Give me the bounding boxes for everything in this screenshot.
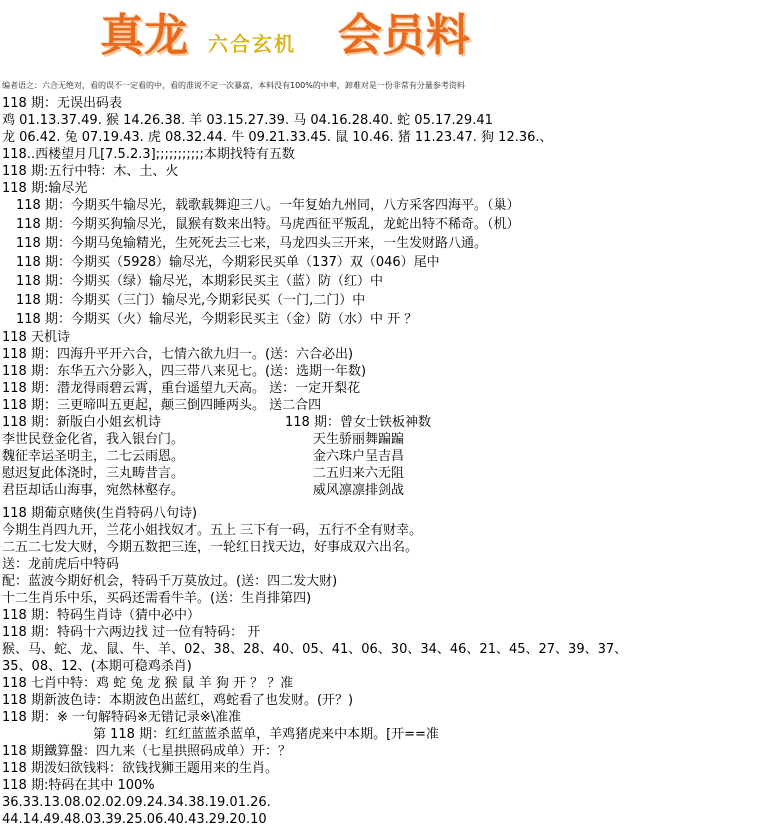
banner-title-part3: 会员料 [338, 10, 470, 61]
text-line: 118 期：今期买牛输尽光，载歌载舞迎三八。一年复始九州同，八方采客四海平。（巢） [16, 198, 520, 213]
text-line: 118 期：无误出码表 [2, 96, 122, 111]
text-line: 送：龙前虎后中特码 [2, 557, 120, 572]
text-line: 118 期：三更啼叫五更起，颠三倒四睡两头。 送二合四 [2, 398, 322, 413]
text-line: 慰迟复此体浇时，三丸畴昔言。 [2, 466, 185, 481]
text-line: 118 期：今期买（火）输尽光，今期彩民买主（金）防（水）中 开 ？ [16, 312, 418, 327]
text-line: 118 期：今期买（三门）输尽光,今期彩民买（一门,二门）中 [16, 293, 366, 308]
text-line: 118 期：特码生肖诗（猜中必中） [2, 608, 200, 623]
banner-title [100, 6, 500, 66]
text-line: 35、08、12、(本期可稳鸡杀肖) [2, 659, 192, 674]
text-line: 118 期：今期买（5928）输尽光，今期彩民买单（137）双（046）尾中 [16, 255, 440, 270]
text-line: 猴、马、蛇、龙、鼠、牛、羊、02、38、28、40、05、41、06、30、34、46、21、45、27、39、37、 [2, 642, 628, 657]
text-line: 威风凛凛排剑战 [313, 483, 405, 498]
text-line: 118..西楼望月几[7.5.2.3];;;;;;;;;;;本期找特有五数 [2, 147, 295, 162]
text-line: 118 期：潜龙得雨碧云霄，重台遥望九天高。 送：一定开梨花 [2, 381, 361, 396]
text-line: 118 天机诗 [2, 330, 70, 345]
text-line: 118 期葡京赌侠(生肖特码八句诗) [2, 506, 198, 521]
text-line: 118 期：东华五六分影入，四三带八来见七。(送：选期一年数) [2, 364, 367, 379]
text-line: 金六珠户呈吉昌 [313, 449, 405, 464]
text-line: 118 七肖中特：鸡 蛇 兔 龙 猴 鼠 羊 狗 开 ？ ？准 [2, 676, 294, 691]
banner-title-part2: 六合玄机 [208, 32, 296, 56]
text-line: 118 期：曾女士铁板神数 [285, 415, 431, 430]
text-line: 十二生肖乐中乐，买码还需看牛羊。(送：生肖排第四) [2, 591, 312, 606]
text-line: 鸡 01.13.37.49. 猴 14.26.38. 羊 03.15.27.39. 马 04.16.28.40. 蛇 05.17.29.41 [2, 113, 493, 128]
text-line: 二五归来六无阻 [313, 466, 405, 481]
text-line: 118 期：今期买狗输尽光，鼠猴有数来出特。马虎西征平叛乱，龙蛇出特不稀奇。（机） [16, 217, 520, 232]
text-line: 第 118 期：红红蓝蓝杀蓝单，羊鸡猪虎来中本期。[开==准 [93, 727, 439, 742]
text-line: 118 期：特码十六两边找 过一位有特码： 开 [2, 625, 261, 640]
text-line: 118 期：新版白小姐玄机诗 [2, 415, 161, 430]
text-line: 118 期:五行中特：木、土、火 [2, 164, 179, 179]
text-line: 二五二七发大财，今期五数把三连，一轮红日找天边，好事成双六出名。 [2, 540, 419, 555]
text-line: 李世民登金化省，我入银台门。 [2, 432, 185, 447]
text-line: 118 期：四海升平开六合，七情六欲九归一。(送：六合必出) [2, 347, 354, 362]
banner-title-part1: 真龙 [100, 10, 188, 61]
text-line: 天生骄丽舞蹁蹁 [313, 432, 405, 447]
text-line: 118 期:输尽光 [2, 181, 88, 196]
text-line: 118 期：今期买（绿）输尽光，本期彩民买主（蓝）防（红）中 [16, 274, 383, 289]
disclaimer-notice: 编者语之：六合无绝对，看的误不一定看的中，看的准说不定一次暴富，本料没有100%的中率，卸难对是一份非常有分量参考资料 [2, 81, 465, 90]
text-line: 36.33.13.08.02.02.09.24.34.38.19.01.26. [2, 795, 271, 810]
text-line: 君臣却话山海事，宛然林壑存。 [2, 483, 185, 498]
text-line: 118 期：※ 一句解特码※无错记录※\准准 [2, 710, 242, 725]
text-line: 龙 06.42. 兔 07.19.43. 虎 08.32.44. 牛 09.21.33.45. 鼠 10.46. 猪 11.23.47. 狗 12.36.、 [2, 130, 553, 145]
text-line: 今期生肖四九开，兰花小姐找奴才。五上 三下有一码，五行不全有财幸。 [2, 523, 423, 538]
text-line: 44.14.49.48.03.39.25.06.40.43.29.20.10 [2, 812, 267, 827]
text-line: 配：蓝波今期好机会，特码千万莫放过。(送：四二发大财) [2, 574, 338, 589]
text-line: 118 期：今期马兔输精光，生死死去三七来，马龙四头三开来，一生发财路八通。 [16, 236, 487, 251]
text-line: 118 期新波色诗：本期波色出蓝红，鸡蛇看了也发财。(开？) [2, 693, 354, 708]
text-line: 魏征幸运圣明主，二七云雨恩。 [2, 449, 185, 464]
text-line: 118 期泼妇欲钱料：欲钱找狮王题用来的生肖。 [2, 761, 278, 776]
text-line: 118 期鐵算盤：四九来（七星拱照码成单）开：？ [2, 744, 291, 759]
text-line: 118 期:特码在其中 100% [2, 778, 155, 793]
